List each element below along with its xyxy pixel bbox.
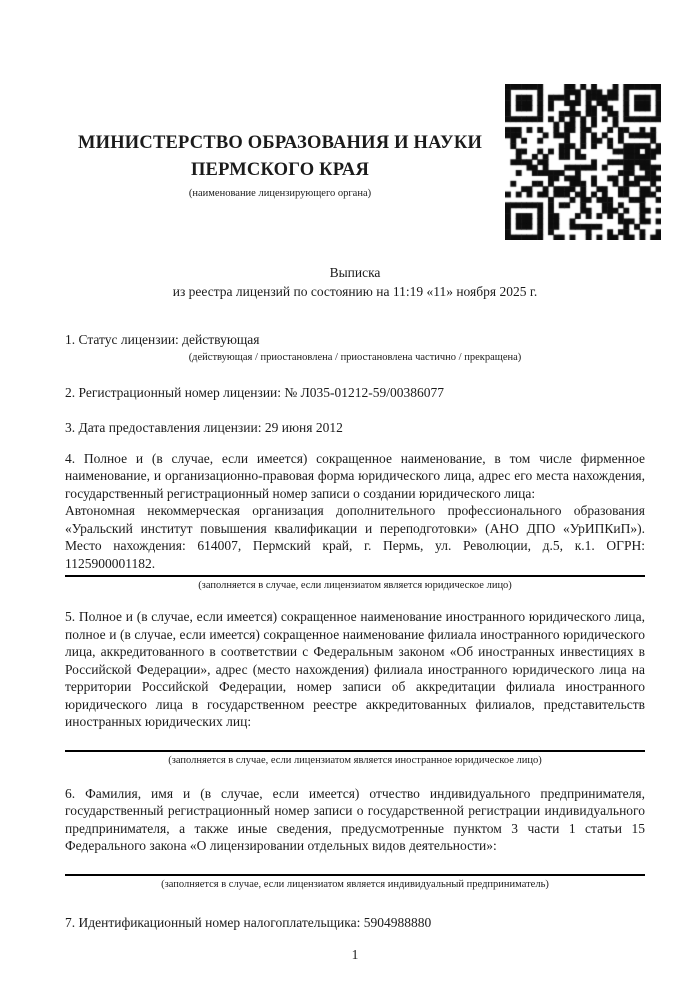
legal-entity-caption: (заполняется в случае, если лицензиатом является юридическое лицо): [198, 580, 512, 591]
entrepreneur-value: [65, 855, 645, 871]
document-title: [65, 263, 645, 301]
entrepreneur-caption: (заполняется в случае, если лицензиатом является индивидуальный предприниматель): [161, 878, 549, 890]
ministry-caption: (наименование лицензирующего органа): [188, 188, 372, 199]
entrepreneur-section: [65, 785, 645, 892]
foreign-entity-caption: (заполняется в случае, если лицензиатом является иностранное юридическое лицо): [168, 754, 542, 766]
qr-code-icon: [505, 84, 661, 240]
document-title-line2: из реестра лицензий по состоянию на 11:19 «11» ноября 2025 г.: [172, 284, 538, 299]
ministry-name-line1: МИНИСТЕРСТВО ОБРАЗОВАНИЯ И НАУКИ: [77, 133, 483, 153]
document-title-line1: Выписка: [329, 265, 381, 280]
foreign-entity-label: 5. Полное и (в случае, если имеется) сокращенное наименование иностранного юридического лица, полное и (в случае, если имеется) сокращенное наименование филиала иностранного юридического лица, аккредитованного в соответствии с Федеральным законом «Об иностранных инвестициях в Российской Федерации», адрес (место нахождения) филиала иностранного юридического лица на территории Российской Федерации, номер записи об аккредитации филиала иностранного юридического лица в государственном реестре аккредитованных филиалов, представительств иностранных юридических лиц:: [65, 609, 645, 729]
taxpayer-id: 7. Идентификационный номер налогоплательщика: 5904988880: [65, 914, 432, 930]
legal-entity-label: 4. Полное и (в случае, если имеется) сокращенное наименование, в том числе фирменное наименование, и организационно-правовая форма юридического лица, адрес его места нахождения, государственный регистрационный номер записи о создании юридического лица:: [65, 450, 645, 501]
entrepreneur-fill-rule: [65, 874, 645, 876]
license-grant-date: 3. Дата предоставления лицензии: 29 июня 2012: [65, 420, 343, 435]
foreign-entity-value: [65, 731, 645, 747]
license-registration-number: 2. Регистрационный номер лицензии: № Л035-01212-59/00386077: [65, 384, 445, 400]
page-number: 1: [351, 947, 359, 962]
licensing-authority-block: [65, 84, 495, 201]
foreign-entity-fill-rule: [65, 750, 645, 752]
legal-entity-value: Автономная некоммерческая организация дополнительного профессионального образования «Уральский институт повышения квалификации и переподготовки» (АНО ДПО «УрИПКиП»). Место нахождения: 614007, Пермский край, г. Пермь, ул. Революции, д.5, к.1. ОГРН: 1125900001182.: [65, 503, 645, 571]
license-status: 1. Статус лицензии: действующая: [65, 332, 260, 347]
entrepreneur-label: 6. Фамилия, имя и (в случае, если имеется) отчество индивидуального предпринимателя, государственный регистрационный номер записи о государственной регистрации индивидуального предпринимателя, а также иные сведения, предусмотренные пунктом 3 части 1 статьи 15 Федерального закона «О лицензировании отдельных видов деятельности»:: [65, 785, 645, 853]
ministry-name-line2: ПЕРМСКОГО КРАЯ: [190, 160, 370, 180]
license-status-caption: (действующая / приостановлена / приостановлена частично / прекращена): [188, 351, 522, 363]
foreign-entity-section: [65, 608, 645, 768]
legal-entity-fill-rule: [65, 575, 645, 577]
legal-entity-section: [65, 450, 645, 594]
